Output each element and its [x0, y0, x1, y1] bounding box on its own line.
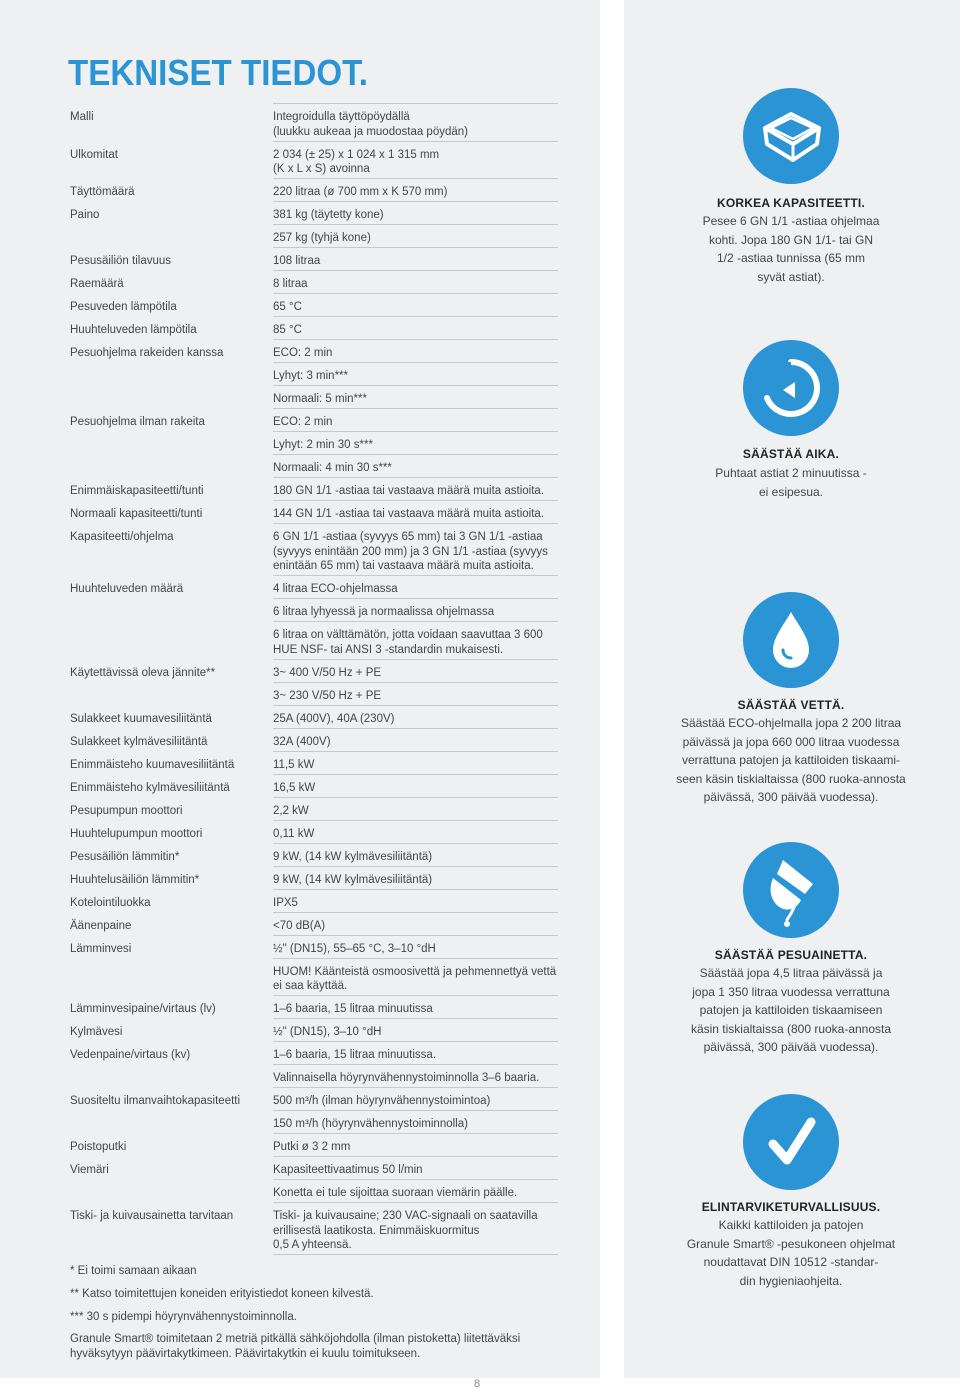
divider — [273, 866, 558, 867]
divider — [273, 621, 558, 622]
spec-label: Pesusäiliön tilavuus — [70, 255, 172, 267]
spec-value — [273, 873, 558, 888]
divider — [273, 1064, 558, 1065]
spec-value-text: Lyhyt: 2 min 30 s*** — [273, 439, 373, 451]
spec-value — [273, 1071, 558, 1086]
spec-value — [273, 712, 558, 727]
spec-value — [273, 1048, 558, 1063]
spec-value — [273, 208, 558, 223]
spec-value-text: 16,5 kW — [273, 781, 316, 794]
spec-value — [273, 804, 558, 819]
spec-label: Kylmävesi — [70, 1026, 123, 1038]
spec-value — [273, 1117, 558, 1132]
divider — [273, 1041, 558, 1042]
divider — [273, 1156, 558, 1157]
spec-value-text: Konetta ei tule sijoittaa suoraan viemärin päälle. — [273, 1187, 518, 1199]
spec-value-text: 180 GN 1/1 -astiaa tai vastaava määrä muita astioita. — [273, 485, 545, 497]
spec-value — [273, 1209, 558, 1253]
spec-value-text: 85 °C — [273, 324, 302, 336]
divider — [273, 1018, 558, 1019]
spec-value — [273, 1025, 558, 1040]
divider — [273, 820, 558, 821]
spec-value-text: 9 kW, (14 kW kylmävesiliitäntä) — [273, 850, 433, 863]
spec-value — [273, 919, 558, 934]
footnote: Granule Smart® toimitetaan 2 metriä pitkällä sähköjohdolla (ilman pistoketta) liitettäväksi hyväksytyyn päävirtakytkimeen. Päävirtakytkin ei kuulu toimitukseen. — [70, 1333, 521, 1360]
spec-value — [273, 605, 558, 620]
spec-value — [273, 530, 558, 574]
spec-value-text: ½" (DN15), 3–10 °dH — [273, 1026, 382, 1038]
divider — [273, 454, 558, 455]
spec-value — [273, 666, 558, 681]
divider — [273, 270, 558, 271]
divider — [273, 1087, 558, 1088]
divider — [273, 705, 558, 706]
divider — [273, 224, 558, 225]
spec-label: Pesusäiliön lämmitin* — [70, 850, 180, 863]
divider — [273, 431, 558, 432]
spec-value-text: 1–6 baaria, 15 litraa minuutissa. — [273, 1049, 437, 1061]
spec-value-text: 381 kg (täytetty kone) — [273, 209, 384, 221]
spec-value — [273, 942, 558, 957]
divider — [273, 362, 558, 363]
spec-value — [273, 484, 558, 499]
footnote: * Ei toimi samaan aikaan — [70, 1265, 197, 1277]
spec-label: Normaali kapasiteetti/tunti — [70, 508, 203, 520]
spec-label: Huuhteluveden määrä — [70, 583, 184, 595]
spec-value-text: 25A (400V), 40A (230V) — [273, 712, 395, 725]
spec-value — [273, 1140, 558, 1155]
spec-value-text: Lyhyt: 3 min*** — [273, 370, 348, 382]
spec-label: Lämminvesipaine/virtaus (lv) — [70, 1003, 216, 1015]
spec-label: Huuhtelusäiliön lämmitin* — [70, 873, 200, 886]
spec-value — [273, 965, 558, 994]
feature-text: Säästää jopa 4,5 litraa päivässä ja jopa 1 350 litraa vuodessa verrattuna patojen ja kattiloiden tiskaamiseen käsin tiskialtaissa (800 ruoka-annosta päivässä, 300 päivää vuodessa). — [690, 966, 892, 1054]
feature-title: SÄÄSTÄÄ AIKA. — [742, 447, 840, 461]
spec-value — [273, 896, 558, 911]
spec-value-text: 8 litraa — [273, 278, 308, 290]
feature-text: Kaikki kattiloiden ja patojen Granule Smart® -pesukoneen ohjelmat noudattavat DIN 10512 -standar- din hygieniaohjeita. — [686, 1218, 896, 1288]
feature-title: KORKEA KAPASITEETTI. — [716, 196, 865, 210]
divider — [273, 1202, 558, 1203]
footnote: ** Katso toimitettujen koneiden erityistiedot koneen kilvestä. — [70, 1288, 374, 1300]
detergent-bottle-icon — [743, 842, 839, 938]
spec-value-text: 220 litraa (ø 700 mm x K 570 mm) — [273, 186, 448, 198]
water-drop-icon — [743, 592, 839, 688]
checkmark-icon — [743, 1094, 839, 1190]
spec-value — [273, 438, 558, 453]
timer-icon — [743, 340, 839, 436]
divider — [273, 1133, 558, 1134]
divider — [273, 912, 558, 913]
spec-label: Äänenpaine — [70, 919, 132, 932]
divider — [273, 141, 558, 142]
spec-value — [273, 148, 558, 177]
divider — [273, 385, 558, 386]
spec-label: Viemäri — [70, 1164, 109, 1176]
feature-title: ELINTARVIKETURVALLISUUS. — [701, 1200, 881, 1214]
spec-value-text: Tiski- ja kuivausaine; 230 VAC-signaali on saatavilla erillisestä laatikosta. Enimmäiskuormitus 0,5 A yhteensä. — [273, 1210, 538, 1251]
spec-value — [273, 850, 558, 865]
spec-value — [273, 461, 558, 476]
spec-value-text: 3~ 400 V/50 Hz + PE — [273, 666, 382, 679]
spec-label: Pesuohjelma rakeiden kanssa — [70, 347, 224, 359]
page-number: 8 — [474, 1378, 481, 1390]
divider — [273, 178, 558, 179]
spec-value-text: 0,11 kW — [273, 827, 315, 840]
spec-label: Ulkomitat — [70, 148, 118, 161]
spec-value-text: Normaali: 5 min*** — [273, 393, 367, 405]
spec-value — [273, 827, 558, 842]
spec-value-text: 2,2 kW — [273, 804, 309, 817]
spec-value-text: 150 m³/h (höyrynvähennystoiminnolla) — [273, 1118, 468, 1130]
spec-value-text: ECO: 2 min — [273, 416, 333, 428]
spec-value — [273, 392, 558, 407]
divider — [273, 500, 558, 501]
spec-label: Paino — [70, 209, 100, 221]
spec-value-text: 1–6 baaria, 15 litraa minuutissa — [273, 1003, 433, 1015]
spec-label: Täyttömäärä — [70, 186, 135, 198]
spec-label: Enimmäiskapasiteetti/tunti — [70, 485, 204, 497]
divider — [273, 958, 558, 959]
spec-value — [273, 369, 558, 384]
spec-value — [273, 300, 558, 315]
divider — [273, 103, 558, 104]
spec-value-text: IPX5 — [273, 896, 298, 909]
spec-value — [273, 110, 558, 139]
divider — [273, 995, 558, 996]
spec-value-text: 9 kW, (14 kW kylmävesiliitäntä) — [273, 873, 433, 886]
divider — [273, 477, 558, 478]
spec-label: Pesuohjelma ilman rakeita — [70, 416, 205, 428]
spec-label: Tiski- ja kuivausainetta tarvitaan — [70, 1210, 234, 1222]
divider — [273, 935, 558, 936]
spec-value-text: 6 GN 1/1 -astiaa (syvyys 65 mm) tai 3 GN 1/1 -astiaa (syvyys enintään 200 mm) ja 3 GN 1/1 -astiaa (syvyys enintään 65 mm) tai vastaava määrä muita astioita. — [273, 531, 548, 572]
spec-value-text: ECO: 2 min — [273, 347, 333, 359]
divider — [273, 797, 558, 798]
spec-value — [273, 1094, 558, 1109]
spec-label: Lämminvesi — [70, 942, 132, 955]
divider — [273, 575, 558, 576]
spec-value-text: ½" (DN15), 55–65 °C, 3–10 °dH — [273, 942, 436, 955]
divider — [273, 523, 558, 524]
spec-value-text: 6 litraa on välttämätön, jotta voidaan saavuttaa 3 600 HUE NSF- tai ANSI 3 -standardin mukaisesti. — [273, 629, 543, 656]
spec-value-text: Putki ø 3 2 mm — [273, 1141, 351, 1153]
feature-save-detergent — [660, 842, 922, 1062]
divider — [273, 1254, 558, 1255]
spec-label: Raemäärä — [70, 278, 124, 290]
spec-label: Sulakkeet kuumavesiliitäntä — [70, 712, 212, 725]
feature-text: Pesee 6 GN 1/1 -astiaa ohjelmaa kohti. Jopa 180 GN 1/1- tai GN 1/2 -astiaa tunnissa (65 mm syvät astiat). — [702, 214, 880, 284]
spec-label: Käytettävissä oleva jännite** — [70, 666, 216, 679]
spec-value — [273, 1163, 558, 1178]
feature-high-capacity — [660, 88, 922, 298]
feature-title: SÄÄSTÄÄ VETTÄ. — [737, 698, 845, 712]
spec-value-text: Normaali: 4 min 30 s*** — [273, 462, 392, 474]
feature-text: Puhtaat astiat 2 minuutissa - ei esipesua. — [715, 466, 867, 499]
divider — [273, 682, 558, 683]
spec-label: Vedenpaine/virtaus (kv) — [70, 1049, 191, 1061]
spec-value-text: 2 034 (± 25) x 1 024 x 1 315 mm (K x L x S) avoinna — [273, 148, 440, 175]
spec-value-text: HUOM! Käänteistä osmoosivettä ja pehmennettyä vettä ei saa käyttää. — [273, 965, 557, 992]
spec-value-text: 6 litraa lyhyessä ja normaalissa ohjelmassa — [273, 606, 495, 618]
spec-value-text: Valinnaisella höyrynvähennystoiminnolla 3–6 baaria. — [273, 1072, 540, 1084]
spec-label: Kotelointiluokka — [70, 896, 151, 909]
feature-title: SÄÄSTÄÄ PESUAINETTA. — [714, 948, 868, 962]
spec-label: Enimmäisteho kuumavesiliitäntä — [70, 758, 235, 771]
feature-save-water — [660, 592, 922, 812]
divider — [273, 1110, 558, 1111]
divider — [273, 293, 558, 294]
spec-label: Pesupumpun moottori — [70, 804, 183, 817]
tray-icon — [743, 88, 839, 184]
spec-value — [273, 323, 558, 338]
spec-value — [273, 758, 558, 773]
spec-value-text: <70 dB(A) — [273, 919, 326, 932]
spec-value — [273, 415, 558, 430]
spec-value — [273, 1186, 558, 1201]
spec-label: Pesuveden lämpötila — [70, 301, 177, 313]
divider — [273, 316, 558, 317]
feature-food-safety — [660, 1094, 922, 1294]
spec-value — [273, 1002, 558, 1017]
footnote: *** 30 s pidempi höyrynvähennystoiminnolla. — [70, 1311, 297, 1323]
spec-value-text: 32A (400V) — [273, 735, 331, 748]
divider — [273, 201, 558, 202]
page-title: TEKNISET TIEDOT. — [68, 52, 368, 93]
spec-value — [273, 277, 558, 292]
spec-label: Huuhteluveden lämpötila — [70, 324, 197, 336]
feature-text: Säästää ECO-ohjelmalla jopa 2 200 litraa päivässä ja jopa 660 000 litraa vuodessa verrattuna patojen ja kattiloiden tiskaami- seen käsin tiskialtaissa (800 ruoka-annosta päivässä, 300 päivää vuodessa). — [676, 716, 906, 804]
spec-value — [273, 781, 558, 796]
spec-value — [273, 254, 558, 269]
spec-value-text: 108 litraa — [273, 255, 321, 267]
spec-value-text: 4 litraa ECO-ohjelmassa — [273, 583, 398, 595]
spec-label: Kapasiteetti/ohjelma — [70, 531, 174, 543]
spec-value — [273, 689, 558, 704]
divider — [273, 408, 558, 409]
spec-label: Poistoputki — [70, 1141, 127, 1153]
spec-value-text: 3~ 230 V/50 Hz + PE — [273, 689, 382, 702]
divider — [273, 889, 558, 890]
spec-value — [273, 582, 558, 597]
divider — [273, 659, 558, 660]
spec-value — [273, 231, 558, 246]
divider — [273, 339, 558, 340]
spec-value — [273, 507, 558, 522]
spec-value-text: 500 m³/h (ilman höyrynvähennystoimintoa) — [273, 1095, 491, 1107]
spec-label: Suositeltu ilmanvaihtokapasiteetti — [70, 1095, 241, 1107]
spec-value — [273, 735, 558, 750]
spec-label: Huuhtelupumpun moottori — [70, 827, 203, 840]
divider — [273, 774, 558, 775]
spec-value — [273, 346, 558, 361]
feature-save-time — [660, 340, 922, 510]
spec-label: Sulakkeet kylmävesiliitäntä — [70, 735, 208, 748]
divider — [273, 598, 558, 599]
spec-value-text: Kapasiteettivaatimus 50 l/min — [273, 1164, 423, 1176]
spec-label: Enimmäisteho kylmävesiliitäntä — [70, 781, 230, 794]
divider — [273, 247, 558, 248]
spec-value-text: 257 kg (tyhjä kone) — [273, 232, 371, 244]
spec-value-text: 11,5 kW — [273, 758, 315, 771]
spec-value — [273, 185, 558, 200]
spec-value-text: 65 °C — [273, 301, 302, 313]
divider — [273, 751, 558, 752]
divider — [273, 1179, 558, 1180]
spec-value — [273, 628, 558, 657]
divider — [273, 843, 558, 844]
spec-label: Malli — [70, 111, 94, 123]
divider — [273, 728, 558, 729]
spec-value-text: 144 GN 1/1 -astiaa tai vastaava määrä muita astioita. — [273, 508, 545, 520]
spec-value-text: Integroidulla täyttöpöydällä (luukku aukeaa ja muodostaa pöydän) — [273, 111, 468, 138]
